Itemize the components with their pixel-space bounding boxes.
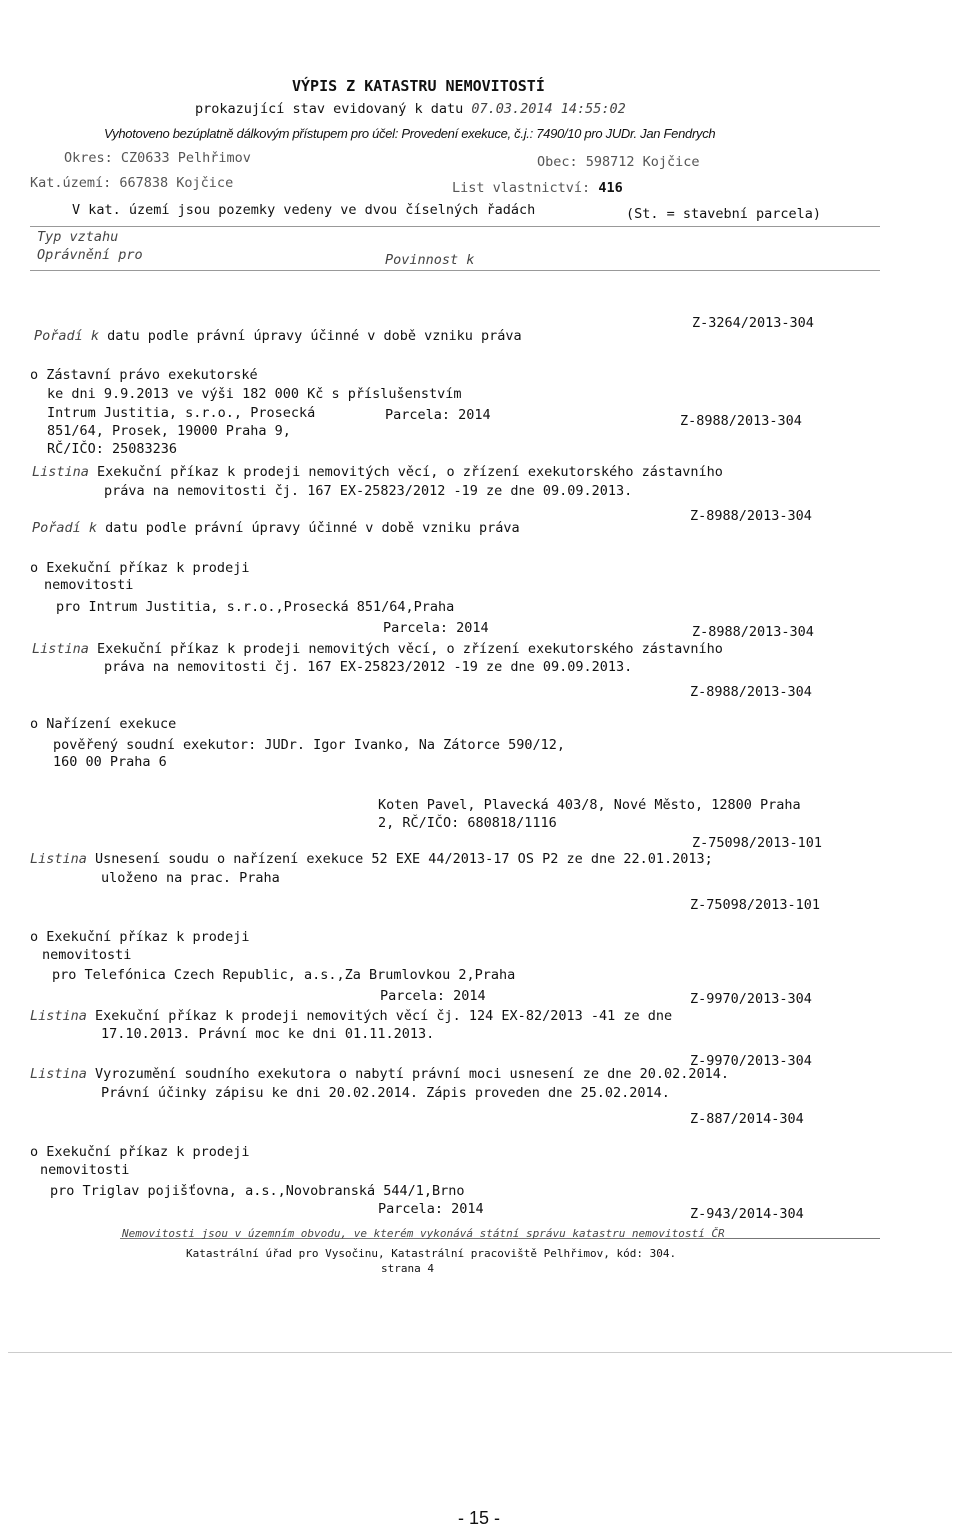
listina-text: Exekuční příkaz k prodeji nemovitých věcí čj. 124 EX-82/2013 -41 ze dne [95, 1008, 673, 1024]
col-povinnost-k: Povinnost k [385, 252, 475, 268]
listina-text: Usnesení soudu o nařízení exekuce 52 EXE 44/2013-17 OS P2 ze dne 22.01.2013; [95, 851, 713, 867]
poradi-ref-1: Z-3264/2013-304 [692, 315, 814, 331]
listina-3-ref: Z-75098/2013-101 [690, 897, 821, 913]
entry-exekucni-prikaz-3-l3: pro Triglav pojišťovna, a.s.,Novobranská 544/1,Brno [50, 1183, 465, 1199]
header-divider [30, 226, 880, 227]
listina-label: Listina [30, 851, 87, 867]
rady-note: V kat. území jsou pozemky vedeny ve dvou číselných řadách [72, 202, 536, 218]
provided-note: Vyhotoveno bezúplatně dálkovým přístupem pro účel: Provedení exekuce, č.j.: 7490/10 pro JUDr. Jan Fendrych [104, 126, 716, 141]
page-number: - 15 - [458, 1508, 501, 1528]
entry-exekucni-prikaz-2-l3: pro Telefónica Czech Republic, a.s.,Za Brumlovkou 2,Praha [52, 967, 516, 983]
subtitle-date: 07.03.2014 14:55:02 [471, 101, 626, 117]
entry-zastavni-pravo-head: o Zástavní právo exekutorské [30, 367, 258, 383]
listina-label: Listina [32, 464, 89, 480]
listina-text: Vyrozumění soudního exekutora o nabytí právní moci usnesení ze dne 20.02.2014. [95, 1066, 730, 1082]
entry-exekucni-prikaz-3-ref: Z-943/2014-304 [690, 1206, 804, 1222]
entry-zastavni-pravo-ico: RČ/IČO: 25083236 [47, 441, 178, 457]
entry-exekucni-prikaz-3-l2: nemovitosti [40, 1162, 130, 1178]
listina-text: Exekuční příkaz k prodeji nemovitých věcí, o zřízení exekutorského zástavního [97, 641, 723, 657]
poradi-row-2 [32, 520, 520, 536]
okres-line: Okres: CZ0633 Pelhřimov [64, 150, 251, 166]
subtitle-prefix: prokazující stav evidovaný k datu [195, 101, 464, 117]
page-bottom-line [8, 1352, 952, 1353]
entry-zastavni-pravo-creditor: Intrum Justitia, s.r.o., Prosecká [47, 405, 316, 421]
entry-zastavni-pravo-address: 851/64, Prosek, 19000 Praha 9, [47, 423, 291, 439]
footer-office: Katastrální úřad pro Vysočinu, Katastrální pracoviště Pelhřimov, kód: 304. [186, 1247, 677, 1260]
entry-exekucni-prikaz-1-head: o Exekuční příkaz k prodeji [30, 560, 250, 576]
col-typ-vztahu: Typ vztahu [37, 229, 119, 245]
listina-4-line2: 17.10.2013. Právní moc ke dni 01.11.2013. [101, 1026, 435, 1042]
lv-value: 416 [598, 180, 623, 196]
listina-2-ref: Z-8988/2013-304 [690, 684, 812, 700]
obec-line: Obec: 598712 Kojčice [537, 154, 700, 170]
col-opravneni-pro: Oprávnění pro [37, 247, 143, 263]
columns-divider [30, 270, 880, 271]
listina-label: Listina [30, 1066, 87, 1082]
entry-exekucni-prikaz-1-parcel: Parcela: 2014 [383, 620, 489, 636]
entry-exekucni-prikaz-2-l2: nemovitosti [42, 947, 132, 963]
kat-uzemi-line: Kat.území: 667838 Kojčice [30, 175, 234, 191]
poradi-text: datu podle právní úpravy účinné v době vzniku práva [107, 328, 522, 344]
poradi-label: Pořadí k [34, 328, 100, 344]
entry-zastavni-pravo-parcel: Parcela: 2014 [385, 407, 491, 423]
entry-exekucni-prikaz-2-ref: Z-9970/2013-304 [690, 991, 812, 1007]
entry-exekucni-prikaz-3-parcel: Parcela: 2014 [378, 1201, 484, 1217]
entry-narizeni-exekuce-ref: Z-75098/2013-101 [692, 835, 823, 851]
listina-5-ref: Z-887/2014-304 [690, 1111, 804, 1127]
listina-4-ref: Z-9970/2013-304 [690, 1053, 812, 1069]
entry-exekucni-prikaz-2-head: o Exekuční příkaz k prodeji [30, 929, 250, 945]
document-title: VÝPIS Z KATASTRU NEMOVITOSTÍ [292, 77, 545, 95]
entry-exekucni-prikaz-1-l2: nemovitosti [44, 577, 134, 593]
footer-strana: strana 4 [381, 1262, 434, 1275]
entry-zastavni-pravo-ref: Z-8988/2013-304 [680, 413, 802, 429]
listina-2 [32, 641, 723, 657]
listina-label: Listina [30, 1008, 87, 1024]
poradi-text: datu podle právní úpravy účinné v době vzniku práva [105, 520, 520, 536]
entry-narizeni-exekuce-owner: Koten Pavel, Plavecká 403/8, Nové Město, 12800 Praha [378, 797, 801, 813]
entry-exekucni-prikaz-1-ref: Z-8988/2013-304 [692, 624, 814, 640]
footer-note: Nemovitosti jsou v územním obvodu, ve kterém vykonává státní správu katastru nemovitostí ČR [122, 1227, 725, 1240]
document-subtitle [195, 101, 626, 117]
listina-3-line2: uloženo na prac. Praha [101, 870, 280, 886]
entry-narizeni-exekuce-l3: 160 00 Praha 6 [53, 754, 167, 770]
poradi-label: Pořadí k [32, 520, 98, 536]
entry-exekucni-prikaz-3-head: o Exekuční příkaz k prodeji [30, 1144, 250, 1160]
listina-5 [30, 1066, 729, 1082]
entry-exekucni-prikaz-1-l3: pro Intrum Justitia, s.r.o.,Prosecká 851/64,Praha [56, 599, 455, 615]
listina-4 [30, 1008, 672, 1024]
listina-5-line2: Právní účinky zápisu ke dni 20.02.2014. Zápis proveden dne 25.02.2014. [101, 1085, 670, 1101]
entry-exekucni-prikaz-2-parcel: Parcela: 2014 [380, 988, 486, 1004]
lv-label: List vlastnictví: [452, 180, 591, 196]
entry-narizeni-exekuce-head: o Nařízení exekuce [30, 716, 177, 732]
lv-line [452, 180, 623, 196]
listina-1-ref: Z-8988/2013-304 [690, 508, 812, 524]
entry-narizeni-exekuce-l2: pověřený soudní exekutor: JUDr. Igor Ivanko, Na Zátorce 590/12, [53, 737, 566, 753]
listina-3 [30, 851, 713, 867]
listina-text: Exekuční příkaz k prodeji nemovitých věcí, o zřízení exekutorského zástavního [97, 464, 723, 480]
listina-1-line2: práva na nemovitosti čj. 167 EX-25823/2012 -19 ze dne 09.09.2013. [104, 483, 633, 499]
listina-label: Listina [32, 641, 89, 657]
entry-zastavni-pravo-amount: ke dni 9.9.2013 ve výši 182 000 Kč s příslušenstvím [47, 386, 462, 402]
listina-2-line2: práva na nemovitosti čj. 167 EX-25823/2012 -19 ze dne 09.09.2013. [104, 659, 633, 675]
entry-narizeni-exekuce-owner-ico: 2, RČ/IČO: 680818/1116 [378, 815, 557, 831]
poradi-row-1 [34, 328, 522, 344]
listina-1 [32, 464, 723, 480]
stavebni-note: (St. = stavební parcela) [626, 206, 822, 222]
